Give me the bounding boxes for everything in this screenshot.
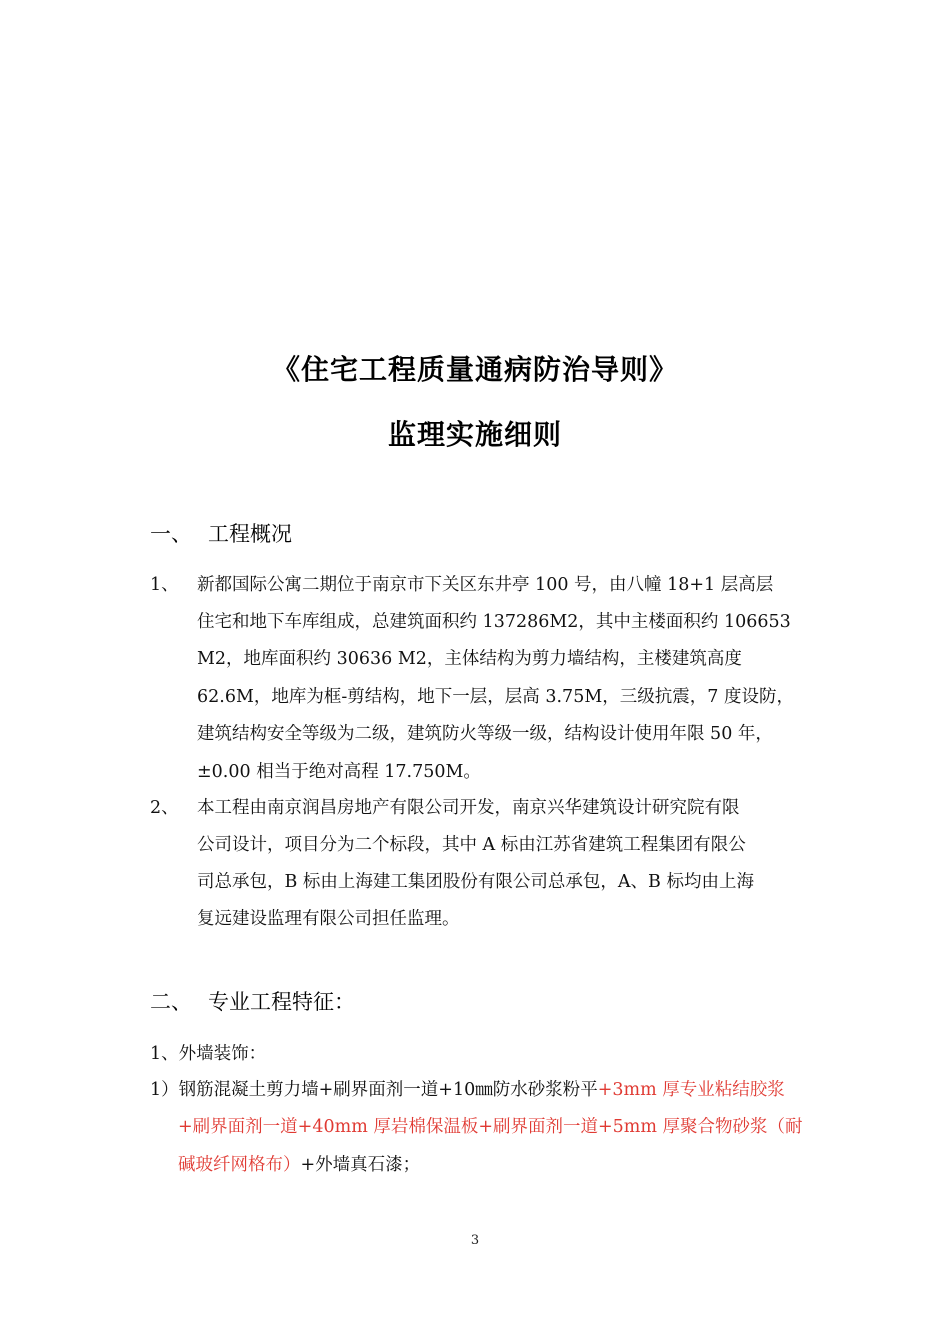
document-title: 《住宅工程质量通病防治导则》 [271,353,678,386]
paragraph-line: 新都国际公寓二期位于南京市下关区东井亭 100 号，由八幢 18+1 层高层 [197,575,774,595]
paragraph-line: 公司设计，项目分为二个标段，其中 A 标由江苏省建筑工程集团有限公 [197,835,746,855]
subsection-heading: 1、外墙装饰： [150,1044,267,1064]
text-black: +外墙真石漆； [300,1155,421,1175]
section-number: 一、 [150,522,192,546]
text-highlight-red: 碱玻纤网格布） [178,1155,301,1175]
document-subtitle: 监理实施细则 [387,418,562,451]
paragraph-line: M2，地库面积约 30636 M2，主体结构为剪力墙结构，主楼建筑高度 [197,649,742,669]
item-number: 1） [150,1080,179,1100]
section-title: 工程概况 [208,522,292,546]
paragraph-line: 本工程由南京润昌房地产有限公司开发，南京兴华建筑设计研究院有限 [197,798,740,818]
paragraph-line: 司总承包，B 标由上海建工集团股份有限公司总承包，A、B 标均由上海 [197,872,754,892]
paragraph-line: 住宅和地下车库组成，总建筑面积约 137286M2，其中主楼面积约 106653 [197,612,791,632]
section-heading-2 [150,986,355,1016]
paragraph-line: 建筑结构安全等级为二级，建筑防火等级一级，结构设计使用年限 50 年， [197,724,773,744]
text-highlight-red: +3mm 厚专业粘结胶浆 [597,1080,785,1100]
paragraph-line: ±0.00 相当于绝对高程 17.750M。 [197,762,481,782]
text-highlight-red: +刷界面剂一道+40mm 厚岩棉保温板+刷界面剂一道+5mm 厚聚合物砂浆（耐 [178,1117,803,1137]
text-black: 钢筋混凝土剪力墙+刷界面剂一道+10㎜防水砂浆粉平 [178,1080,598,1100]
paragraph-line: 62.6M，地库为框-剪结构，地下一层，层高 3.75M，三级抗震，7 度设防， [197,687,794,707]
page-number: 3 [470,1233,480,1248]
item-line [150,1076,785,1101]
item-number: 1、 [150,575,179,595]
item-line [178,1151,420,1176]
paragraph-line: 复远建设监理有限公司担任监理。 [197,909,460,929]
section-heading-1 [150,518,292,548]
item-number: 2、 [150,798,179,818]
section-title: 专业工程特征： [208,990,355,1014]
section-number: 二、 [150,990,192,1014]
